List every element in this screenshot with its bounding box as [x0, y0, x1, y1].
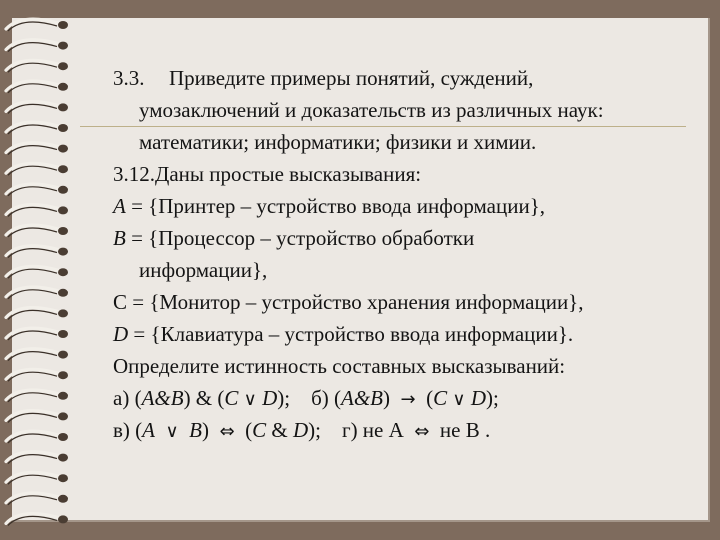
binding-ring [6, 81, 68, 93]
binding-ring [6, 514, 68, 526]
expression-text: не В . [429, 418, 491, 442]
task-prompt: Определите истинность составных высказываний: [113, 354, 566, 378]
binding-ring [6, 369, 68, 381]
variable: C [252, 418, 267, 442]
binding-ring [6, 287, 68, 299]
binding-ring [6, 308, 68, 320]
slide-content [113, 62, 703, 446]
variable: B [189, 418, 202, 442]
binding-ring [6, 143, 68, 155]
binding-ring [6, 328, 68, 340]
binding-ring [6, 122, 68, 134]
task-number: 3.3. [113, 66, 145, 90]
spiral-binding-icon [0, 12, 80, 528]
binding-ring [6, 349, 68, 361]
binding-ring [6, 390, 68, 402]
statement-b-continued: информации}, [139, 258, 268, 282]
expression-text: ( [234, 418, 253, 442]
logic-operator: ∨ [165, 421, 179, 442]
binding-ring [6, 225, 68, 237]
variable: D [292, 418, 309, 442]
task-3-3-line-1: 3.3. Приведите примеры понятий, суждений, [113, 62, 703, 94]
task-3-12-intro: 3.12.Даны простые высказывания: [113, 162, 422, 186]
logic-operator: ∨ [243, 389, 257, 410]
logic-operator: ⇔ [414, 421, 430, 442]
variable: D [470, 386, 486, 410]
expression-text: ) & ( [183, 386, 225, 410]
expression-text: ) [202, 418, 220, 442]
expression-text: ); б) ( [277, 386, 342, 410]
binding-ring [6, 452, 68, 464]
variable: D [262, 386, 278, 410]
binding-ring [6, 184, 68, 196]
binding-ring [6, 102, 68, 114]
logic-operator: ∨ [452, 389, 466, 410]
expression-text: ); г) не А [308, 418, 415, 442]
statement-d: D = {Клавиатура – устройство ввода информации}. [113, 322, 574, 346]
variable: C [224, 386, 239, 410]
task-3-3-line-3: математики; информатики; физики и химии. [139, 130, 537, 154]
variable: C [433, 386, 448, 410]
expression-text: ) [383, 386, 401, 410]
binding-ring [6, 205, 68, 217]
binding-ring [6, 19, 68, 31]
statement-a: A = {Принтер – устройство ввода информации}, [113, 194, 546, 218]
binding-ring [6, 266, 68, 278]
logic-operator: ⇔ [219, 421, 235, 442]
variable: A&B [141, 386, 184, 410]
expressions-c-d [113, 414, 703, 446]
expression-text: а) ( [113, 386, 142, 410]
binding-ring [6, 246, 68, 258]
logic-operator: → [400, 389, 416, 410]
statement-c: С = {Монитор – устройство хранения информации}, [113, 290, 584, 314]
task-3-3-line-2: умозаключений и доказательств из различных наук: [139, 98, 604, 122]
statement-b: B = {Процессор – устройство обработки [113, 226, 475, 250]
expression-text: ); [485, 386, 499, 410]
binding-ring [6, 493, 68, 505]
binding-ring [6, 472, 68, 484]
variable: A [142, 418, 155, 442]
expression-text [179, 418, 190, 442]
binding-ring [6, 411, 68, 423]
binding-ring [6, 60, 68, 72]
binding-ring [6, 163, 68, 175]
expression-text: ( [415, 386, 434, 410]
expression-text: в) ( [113, 418, 143, 442]
expressions-a-b [113, 382, 703, 414]
variable: A&B [341, 386, 384, 410]
binding-ring [6, 40, 68, 52]
binding-ring [6, 431, 68, 443]
expression-text: & [266, 418, 293, 442]
expression-text [155, 418, 166, 442]
